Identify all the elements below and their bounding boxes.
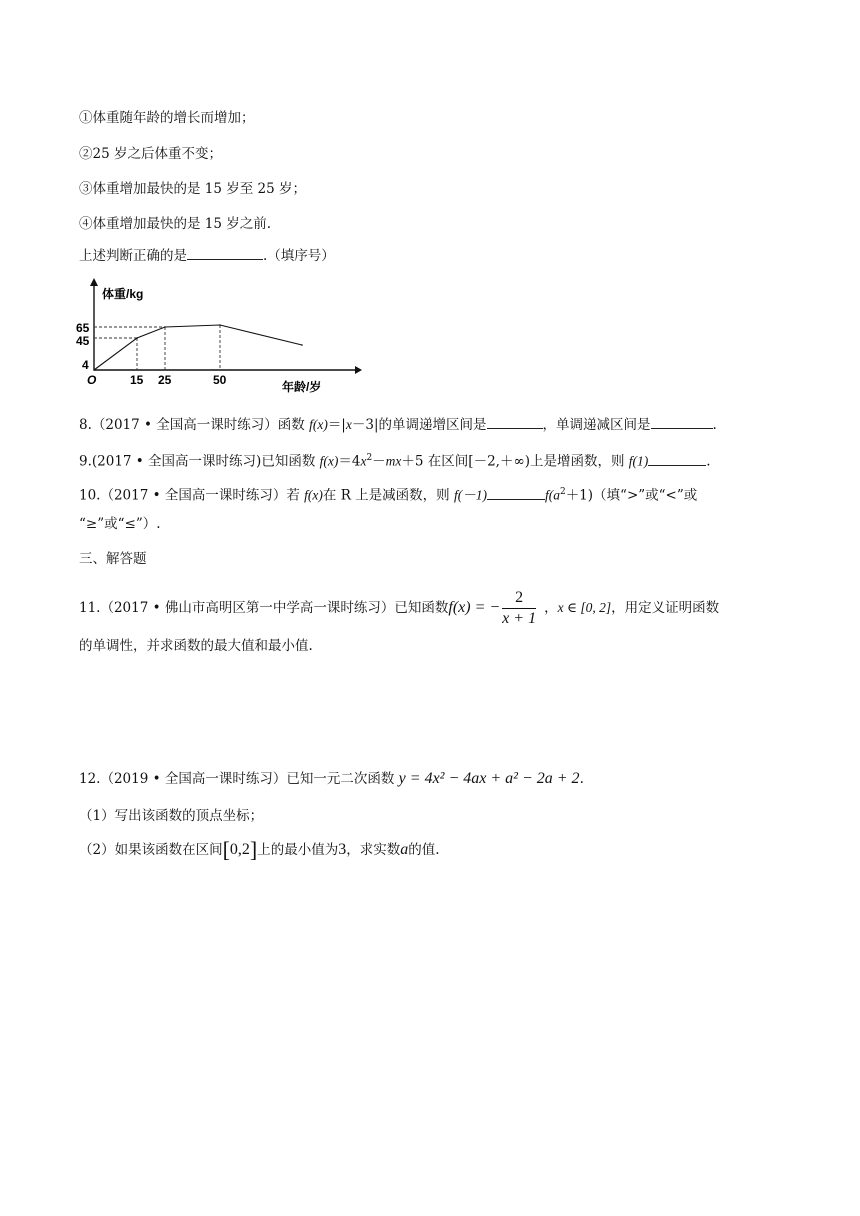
q11-numerator: 2	[502, 588, 536, 609]
q12-interval: 0,2	[229, 841, 250, 858]
q10-head: 10.（2017 • 全国高一课时练习）若	[79, 487, 305, 504]
y-axis-label: 体重/kg	[102, 287, 144, 301]
q8-blank-increasing[interactable]	[487, 414, 543, 429]
q11-fraction	[502, 588, 536, 629]
q11-line-2: 的单调性，并求函数的最大值和最小值.	[79, 638, 313, 654]
q7-prompt	[79, 245, 335, 266]
x-axis-label: 年龄/岁	[282, 380, 322, 394]
origin-label: O	[87, 373, 97, 387]
q10-tail: ＋1)（填“>”或“<”或	[565, 487, 698, 504]
x-tick-label-25: 25	[158, 373, 172, 387]
q9-fx: f(x)	[319, 453, 339, 469]
data-point-1	[136, 337, 138, 339]
q10-line	[79, 482, 697, 506]
q9-head: 9.(2017 • 全国高一课时练习)已知函数	[79, 453, 320, 470]
q12-line	[79, 769, 584, 789]
q7-option-1: ①体重随年龄的增长而增加；	[79, 110, 255, 126]
q11-fx: f(x) = −	[448, 599, 501, 616]
q8-mid: ，单调递减区间是	[542, 417, 651, 433]
q11-head: 11.（2017 • 佛山市高明区第一中学高一课时练习）已知函数	[79, 600, 449, 616]
weight-age-chart	[70, 272, 370, 402]
data-point-0	[93, 369, 95, 371]
q12-part-2: （2）如果该函数在区间[0,2]上的最小值为3，求实数a的值.	[79, 837, 440, 862]
q8-line	[79, 414, 717, 435]
data-point-2	[164, 326, 166, 328]
q10-fa: f(a	[544, 487, 560, 503]
q12-a: a	[400, 841, 409, 858]
q10-line-2: “≥”或“≤”）.	[79, 516, 161, 532]
q7-option-2: ②25 岁之后体重不变；	[79, 146, 222, 162]
q12-head: 12.（2019 • 全国高一课时练习）已知一元二次函数	[79, 771, 399, 787]
q11-line: 11.（2017 • 佛山市高明区第一中学高一课时练习）已知函数 f(x) = − $\frac{2}{x + 1}$ ， x ∈ [0, 2] ，用定义证明函数	[79, 588, 720, 627]
q9-end: .	[706, 453, 711, 470]
q12-end: .	[579, 771, 584, 787]
q9-eq: ＝4	[338, 453, 361, 470]
q7-option-4: ④体重增加最快的是 15 岁之前.	[79, 216, 272, 232]
q12-part2-d: 的值.	[408, 842, 440, 858]
q8-blank-decreasing[interactable]	[651, 414, 713, 429]
y-axis-arrow	[90, 278, 98, 286]
q7-prompt-tail: .（填序号）	[263, 248, 335, 264]
q10-fx: f(x)	[304, 487, 323, 503]
q12-part2-b: 上的最小值为	[257, 842, 339, 858]
q9-minus: －	[372, 453, 386, 470]
y-tick-label-45: 45	[76, 334, 90, 348]
q9-rest: ＋5 在区间[－2,＋∞)上是增函数，则	[401, 453, 629, 470]
x-tick-label-15: 15	[130, 373, 144, 387]
q9-mx: mx	[385, 453, 402, 469]
q9-f1: f(1)	[628, 453, 649, 469]
weight-line-series	[94, 325, 302, 370]
q8-head: 8.（2017 • 全国高一课时练习）函数	[79, 417, 310, 433]
y-tick-label-65: 65	[76, 321, 90, 335]
q9-line	[79, 448, 711, 472]
q10-answer-blank[interactable]	[487, 485, 545, 500]
q9-sup: 2	[366, 453, 373, 463]
q7-answer-blank[interactable]	[187, 245, 263, 260]
y-tick-label-4: 4	[82, 358, 89, 372]
q9-answer-blank[interactable]	[648, 451, 706, 466]
data-point-3	[219, 324, 221, 326]
q10-mid: 在 R 上是减函数，则	[322, 487, 454, 504]
q10-fm1: f(－1)	[453, 487, 487, 503]
q12-min: 3	[338, 841, 347, 858]
q8-rest: －3|的单调递增区间是	[351, 417, 487, 433]
x-axis-arrow	[355, 366, 362, 374]
q11-domain: x ∈ [0, 2]	[557, 600, 612, 615]
q7-option-3: ③体重增加最快的是 15 岁至 25 岁；	[79, 181, 307, 197]
x-tick-label-50: 50	[213, 373, 227, 387]
q8-fx: f(x)	[309, 417, 328, 432]
q12-part-1: （1）写出该函数的顶点坐标；	[79, 808, 264, 824]
section-heading: 三、解答题	[79, 551, 147, 567]
data-point-4	[301, 344, 303, 346]
q12-formula: y = 4x² − 4ax + a² − 2a + 2	[398, 770, 580, 787]
q8-eq: ＝|	[327, 417, 346, 433]
q7-prompt-text: 上述判断正确的是	[79, 248, 187, 264]
q10-sup: 2	[559, 487, 566, 497]
q11-denominator: x + 1	[502, 609, 537, 627]
q12-part2-c: ，求实数	[346, 842, 401, 858]
q8-x: x	[345, 417, 352, 432]
q9-x: x	[360, 453, 367, 469]
q12-part2-a: （2）如果该函数在区间	[79, 842, 223, 858]
q8-end: .	[712, 417, 717, 433]
q11-tail: ，用定义证明函数	[611, 600, 720, 616]
